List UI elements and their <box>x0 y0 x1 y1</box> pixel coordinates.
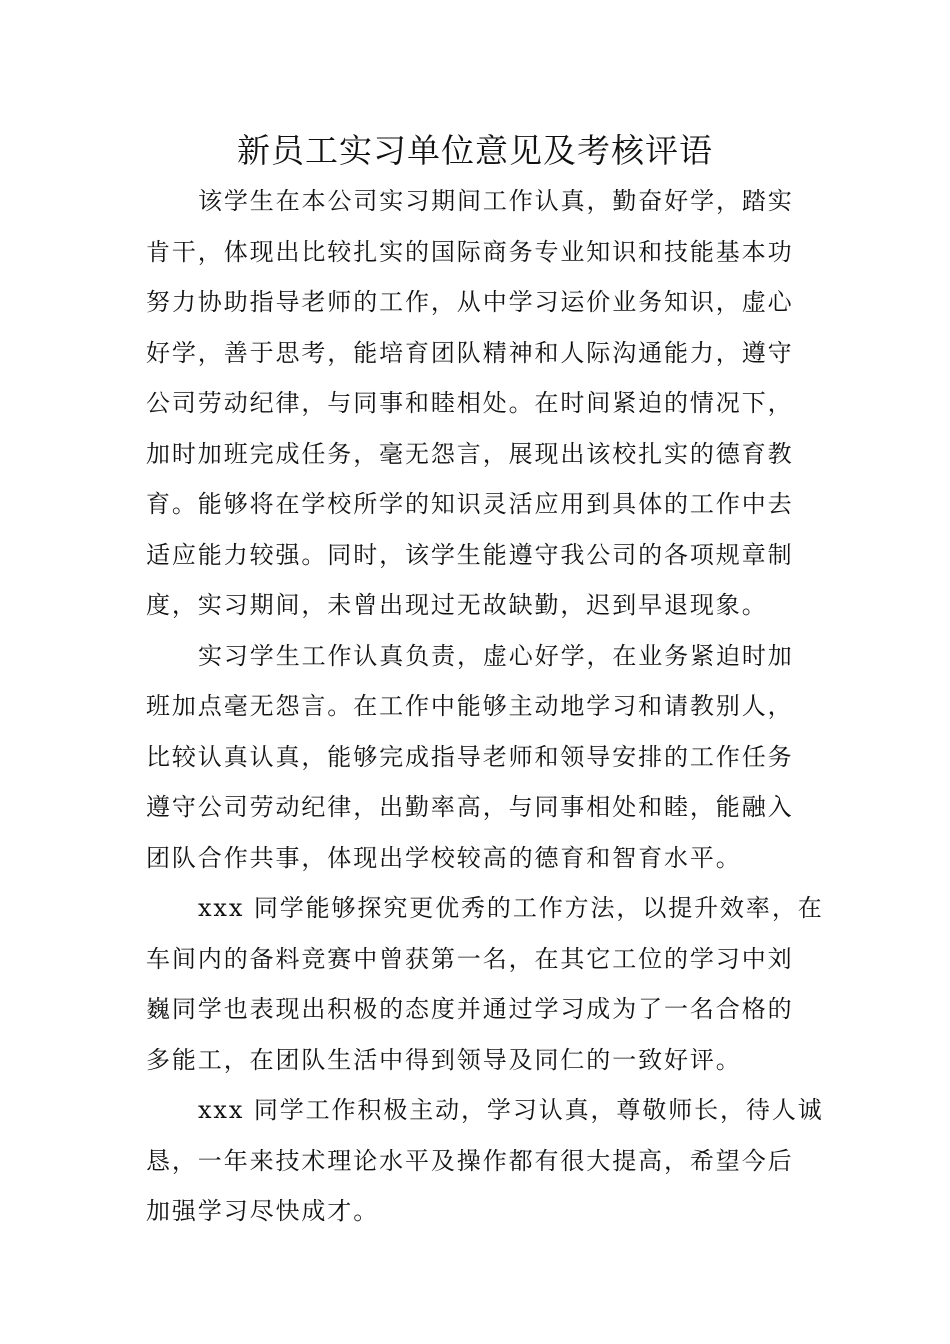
paragraph-line: 加强学习尽快成才。 <box>146 1197 380 1225</box>
paragraph-line: 车间内的备料竞赛中曾获第一名，在其它工位的学习中刘 <box>146 944 794 973</box>
paragraph-line: 班加点毫无怨言。在工作中能够主动地学习和请教别人， <box>146 692 794 720</box>
paragraph-line: 育。能够将在学校所学的知识灵活应用到具体的工作中去 <box>146 490 794 518</box>
paragraph-line: 恳，一年来技术理论水平及操作都有很大提高，希望今后 <box>146 1146 794 1175</box>
document-body <box>146 176 824 1237</box>
paragraph-line: xxx 同学能够探究更优秀的工作方法，以提升效率，在 <box>198 894 824 922</box>
paragraph-4 <box>146 1085 824 1237</box>
paragraph-line: 比较认真认真，能够完成指导老师和领导安排的工作任务 <box>146 742 794 771</box>
paragraph-3 <box>146 883 824 1085</box>
paragraph-line: 多能工，在团队生活中得到领导及同仁的一致好评。 <box>146 1045 742 1074</box>
paragraph-line: xxx 同学工作积极主动，学习认真，尊敬师长，待人诚 <box>198 1096 824 1124</box>
document-title: 新员工实习单位意见及考核评语 <box>237 131 713 170</box>
paragraph-line: 公司劳动纪律，与同事和睦相处。在时间紧迫的情况下， <box>146 389 794 417</box>
paragraph-line: 适应能力较强。同时，该学生能遵守我公司的各项规章制 <box>146 540 794 569</box>
paragraph-line: 实习学生工作认真负责，虚心好学，在业务紧迫时加 <box>198 641 794 670</box>
paragraph-line: 团队合作共事，体现出学校较高的德育和智育水平。 <box>146 843 742 872</box>
paragraph-line: 加时加班完成任务，毫无怨言，展现出该校扎实的德育教 <box>146 439 794 468</box>
paragraph-1 <box>146 176 806 631</box>
paragraph-line: 遵守公司劳动纪律，出勤率高，与同事相处和睦，能融入 <box>146 793 794 821</box>
paragraph-line: 度，实习期间，未曾出现过无故缺勤，迟到早退现象。 <box>146 591 768 619</box>
paragraph-line: 肯干，体现出比较扎实的国际商务专业知识和技能基本功 <box>146 237 794 266</box>
paragraph-line: 好学，善于思考，能培育团队精神和人际沟通能力，遵守 <box>146 338 794 367</box>
paragraph-2 <box>146 631 806 884</box>
paragraph-line: 巍同学也表现出积极的态度并通过学习成为了一名合格的 <box>146 995 794 1023</box>
paragraph-line: 努力协助指导老师的工作，从中学习运价业务知识，虚心 <box>146 288 794 316</box>
paragraph-line: 该学生在本公司实习期间工作认真，勤奋好学，踏实 <box>198 187 794 215</box>
